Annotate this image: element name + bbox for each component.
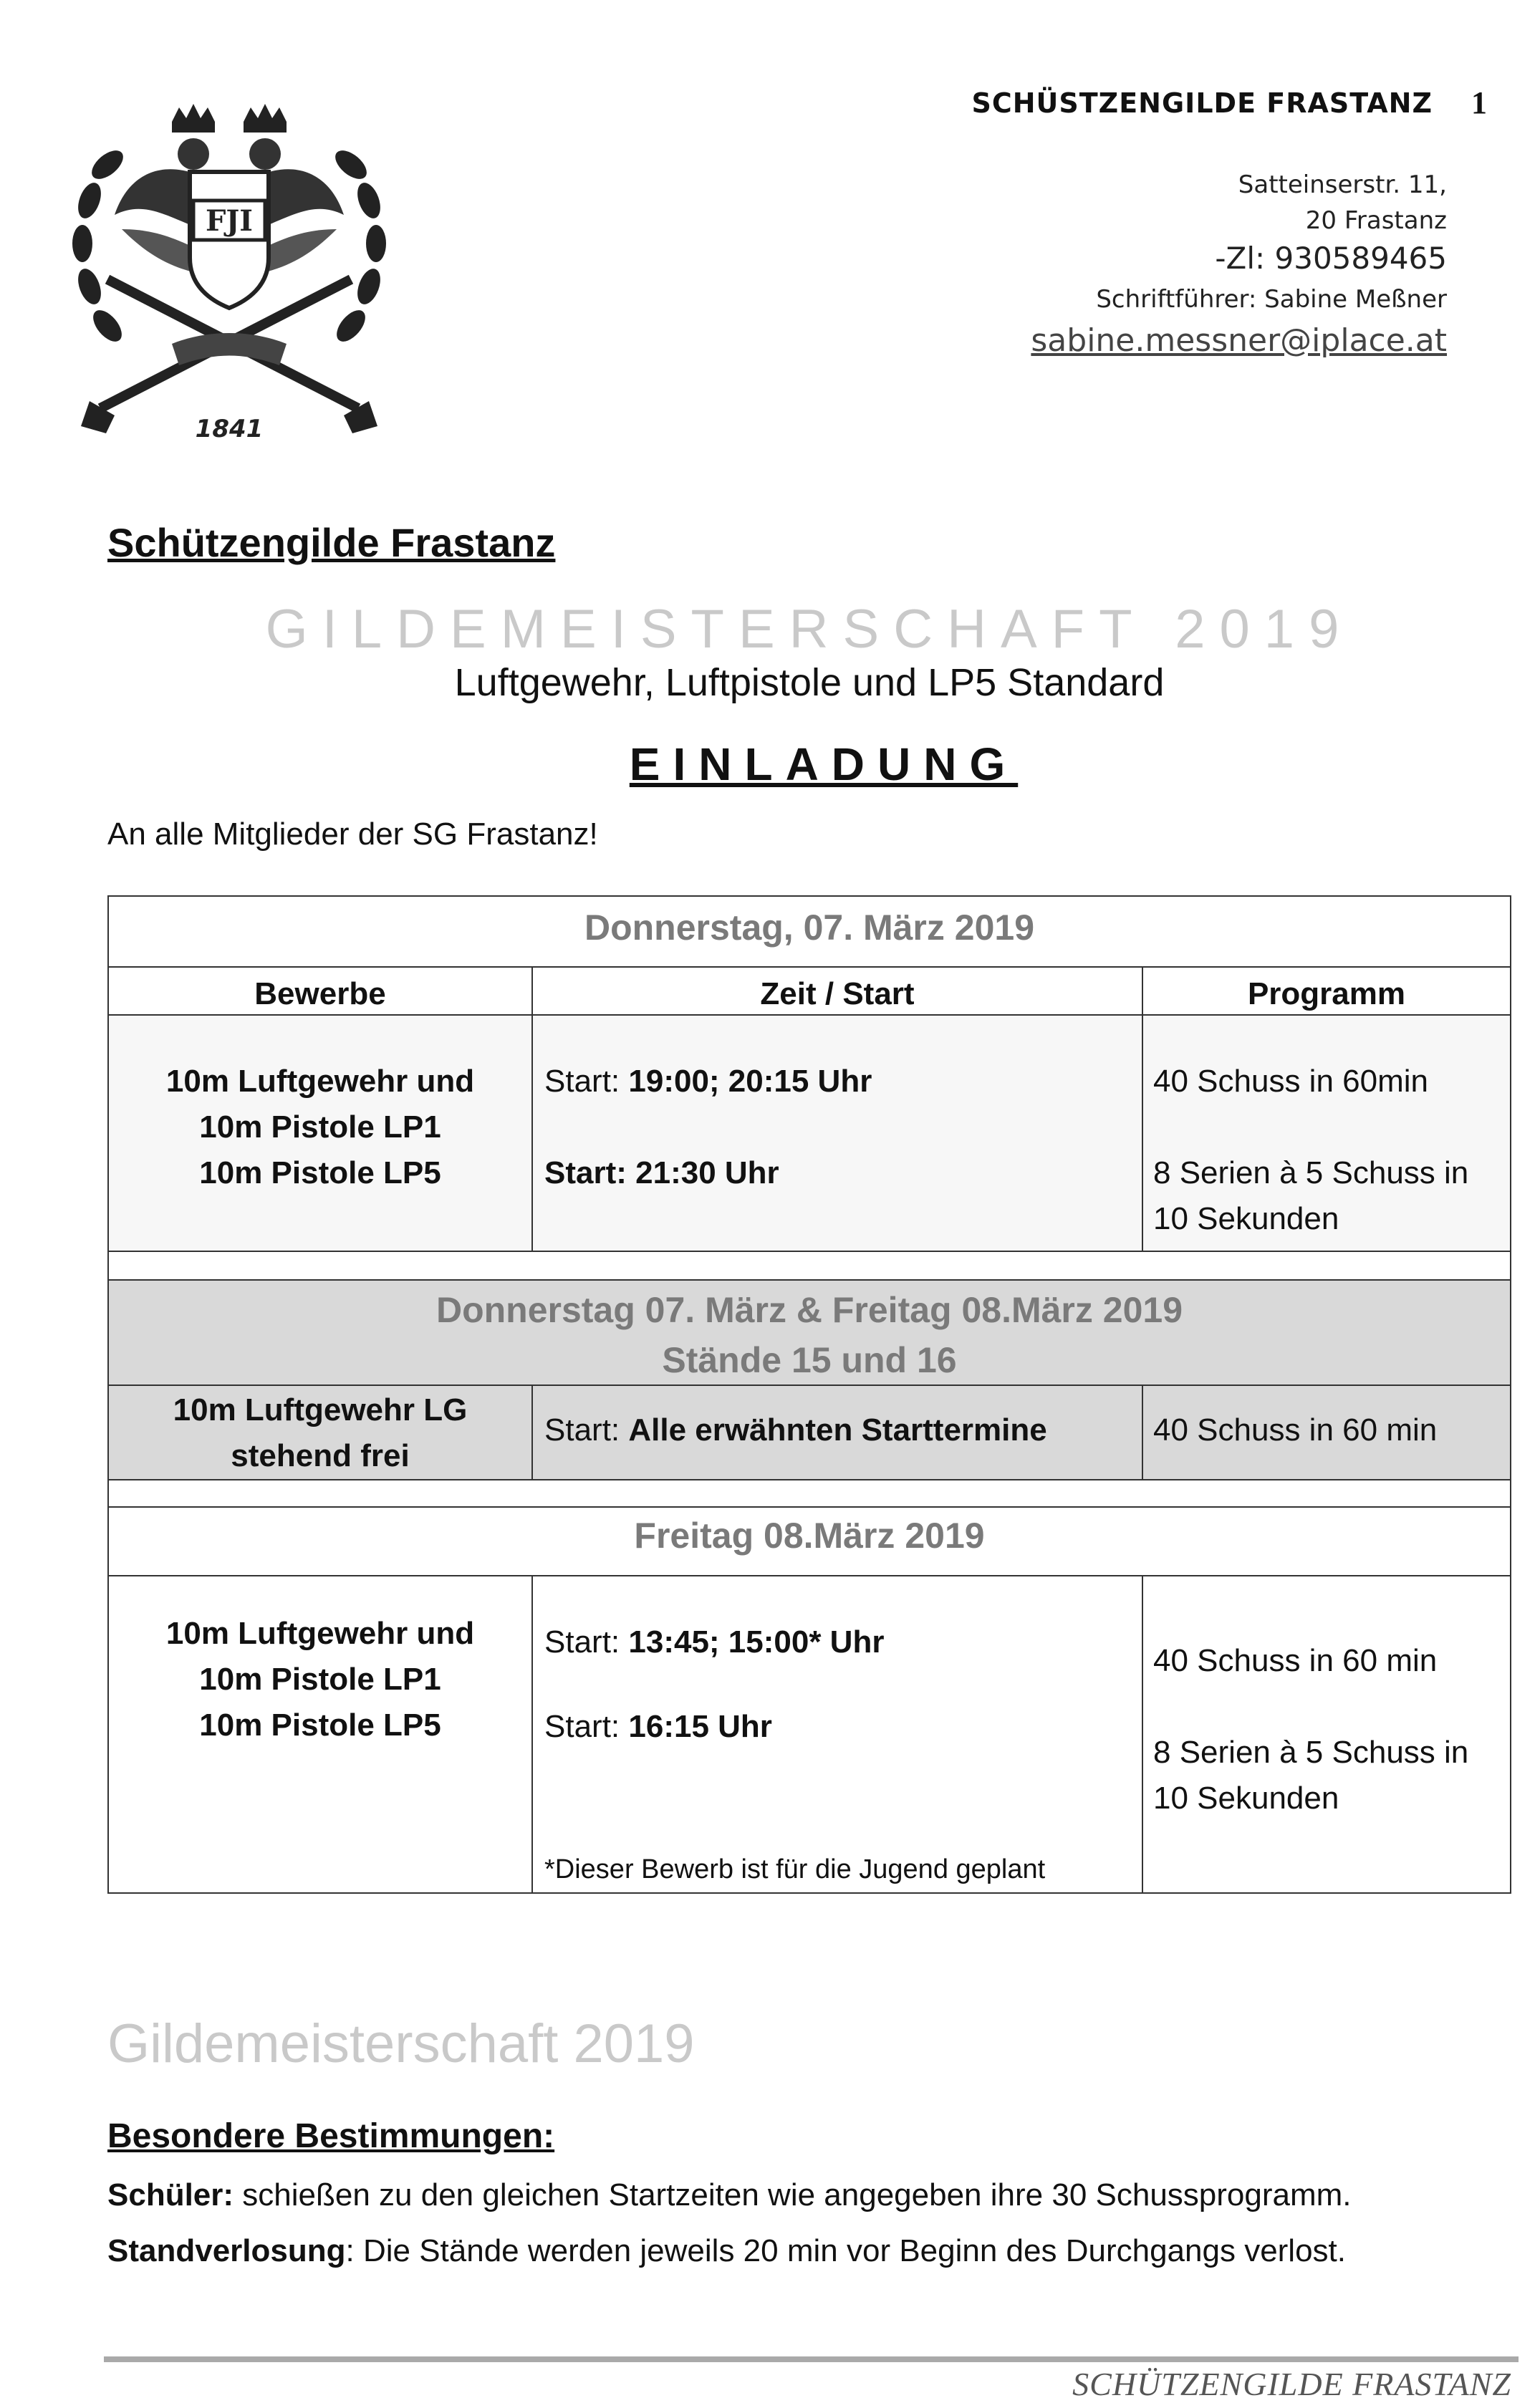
bewerb-line: stehend frei <box>231 1438 410 1473</box>
day2-title-line1: Donnerstag 07. März & Freitag 08.März 2019 <box>435 1290 1183 1330</box>
start-time-2: Start: 21:30 Uhr <box>544 1155 779 1190</box>
crest-initials: FJI <box>205 204 254 238</box>
start-label: Start: <box>544 1412 629 1448</box>
rule-label: Standverlosung <box>107 2233 346 2268</box>
youth-note: *Dieser Bewerb ist für die Jugend geplant <box>544 1854 1046 1884</box>
spacer-row <box>109 1479 1510 1506</box>
day3-header-row <box>109 1506 1510 1575</box>
secretary: Schriftführer: Sabine Meßner <box>1096 285 1447 314</box>
rule-label: Schüler: <box>107 2177 234 2212</box>
rule-text: schießen zu den gleichen Startzeiten wie angegeben ihre 30 Schussprogramm. <box>234 2177 1352 2212</box>
day2-entry-row <box>109 1385 1510 1479</box>
club-title: Schützengilde Frastanz <box>107 520 556 565</box>
day2-bewerbe-cell <box>109 1386 531 1479</box>
bewerb-line: 10m Pistole LP1 <box>199 1109 441 1145</box>
bewerb-line: 10m Pistole LP5 <box>199 1708 441 1743</box>
day3-programm-cell <box>1142 1576 1510 1892</box>
day1-entry-row <box>109 1014 1510 1251</box>
rule-text: : Die Stände werden jeweils 20 min vor Beginn des Durchgangs verlost. <box>345 2233 1347 2268</box>
invitation-heading: EINLADUNG <box>629 738 1019 790</box>
bewerb-line: 10m Pistole LP1 <box>199 1662 441 1697</box>
section-subtitle: Gildemeisterschaft 2019 <box>107 2013 695 2074</box>
start-value: Alle erwähnten Starttermine <box>628 1412 1047 1448</box>
start-time <box>544 1407 1142 1453</box>
intro-text: An alle Mitglieder der SG Frastanz! <box>107 817 598 852</box>
day3-bewerbe-cell <box>109 1576 531 1892</box>
crest-year: 1841 <box>195 415 264 443</box>
day3-zeit-cell <box>531 1576 1142 1892</box>
program-2b: 10 Sekunden <box>1153 1781 1339 1816</box>
event-title: GILDEMEISTERSCHAFT 2019 <box>265 599 1354 660</box>
page-number: 1 <box>1471 85 1487 120</box>
bewerb-line: 10m Luftgewehr LG <box>173 1392 468 1427</box>
column-header-row <box>109 966 1510 1014</box>
start-value: 19:00; 20:15 Uhr <box>628 1064 872 1099</box>
bewerb-line: 10m Pistole LP5 <box>199 1155 441 1190</box>
start-label: Start: <box>544 1624 629 1660</box>
header-org-name: SCHÜSTZENGILDE FRASTANZ <box>971 87 1433 119</box>
col-header-programm: Programm <box>1142 968 1510 1014</box>
disciplines-subtitle: Luftgewehr, Luftpistole und LP5 Standard <box>454 661 1165 704</box>
day3-title: Freitag 08.März 2019 <box>634 1516 985 1556</box>
footer-divider <box>104 2356 1519 2362</box>
program-1: 40 Schuss in 60min <box>1153 1064 1428 1099</box>
bewerb-line: 10m Luftgewehr und <box>165 1064 475 1099</box>
day2-zeit-cell <box>531 1386 1142 1479</box>
start-time-2 <box>544 1704 1142 1750</box>
address-street: Satteinserstr. 11, <box>1238 170 1447 199</box>
day1-title: Donnerstag, 07. März 2019 <box>584 907 1035 948</box>
day1-header-row <box>109 897 1510 966</box>
schedule-table <box>107 895 1511 1894</box>
program-2b: 10 Sekunden <box>1153 1201 1339 1236</box>
day1-zeit-cell <box>531 1016 1142 1251</box>
day1-bewerbe-cell <box>109 1016 531 1251</box>
spacer-row <box>109 1251 1510 1279</box>
day2-title <box>109 1281 1510 1385</box>
day3-entry-row <box>109 1575 1510 1892</box>
program-2a: 8 Serien à 5 Schuss in <box>1153 1735 1469 1770</box>
day2-header-row <box>109 1279 1510 1385</box>
rule-schueler <box>107 2177 1352 2213</box>
program-1: 40 Schuss in 60 min <box>1153 1643 1438 1678</box>
email-link[interactable]: sabine.messner@iplace.at <box>1031 322 1447 359</box>
start-value: 13:45; 15:00* Uhr <box>628 1624 885 1660</box>
day2-title-line2: Stände 15 und 16 <box>662 1340 957 1380</box>
special-rules-heading: Besondere Bestimmungen: <box>107 2117 555 2155</box>
bewerb-line: 10m Luftgewehr und <box>165 1616 475 1651</box>
start-value: 16:15 Uhr <box>628 1709 772 1744</box>
footer-org-name: SCHÜTZENGILDE FRASTANZ <box>1072 2366 1511 2402</box>
start-time-1 <box>544 1619 1142 1665</box>
start-label: Start: <box>544 1709 629 1744</box>
start-label: Start: <box>544 1064 629 1099</box>
day2-programm-cell <box>1142 1386 1510 1479</box>
col-header-zeit: Zeit / Start <box>531 968 1142 1014</box>
club-crest-logo <box>50 93 408 466</box>
col-header-bewerbe: Bewerbe <box>254 976 386 1011</box>
address-city: 20 Frastanz <box>1305 206 1447 235</box>
program-2a: 8 Serien à 5 Schuss in <box>1153 1155 1469 1190</box>
start-time-1 <box>544 1059 1142 1104</box>
rule-standverlosung <box>107 2233 1346 2269</box>
phone: -Zl: 930589465 <box>1215 241 1447 276</box>
day1-programm-cell <box>1142 1016 1510 1251</box>
program: 40 Schuss in 60 min <box>1153 1412 1438 1448</box>
